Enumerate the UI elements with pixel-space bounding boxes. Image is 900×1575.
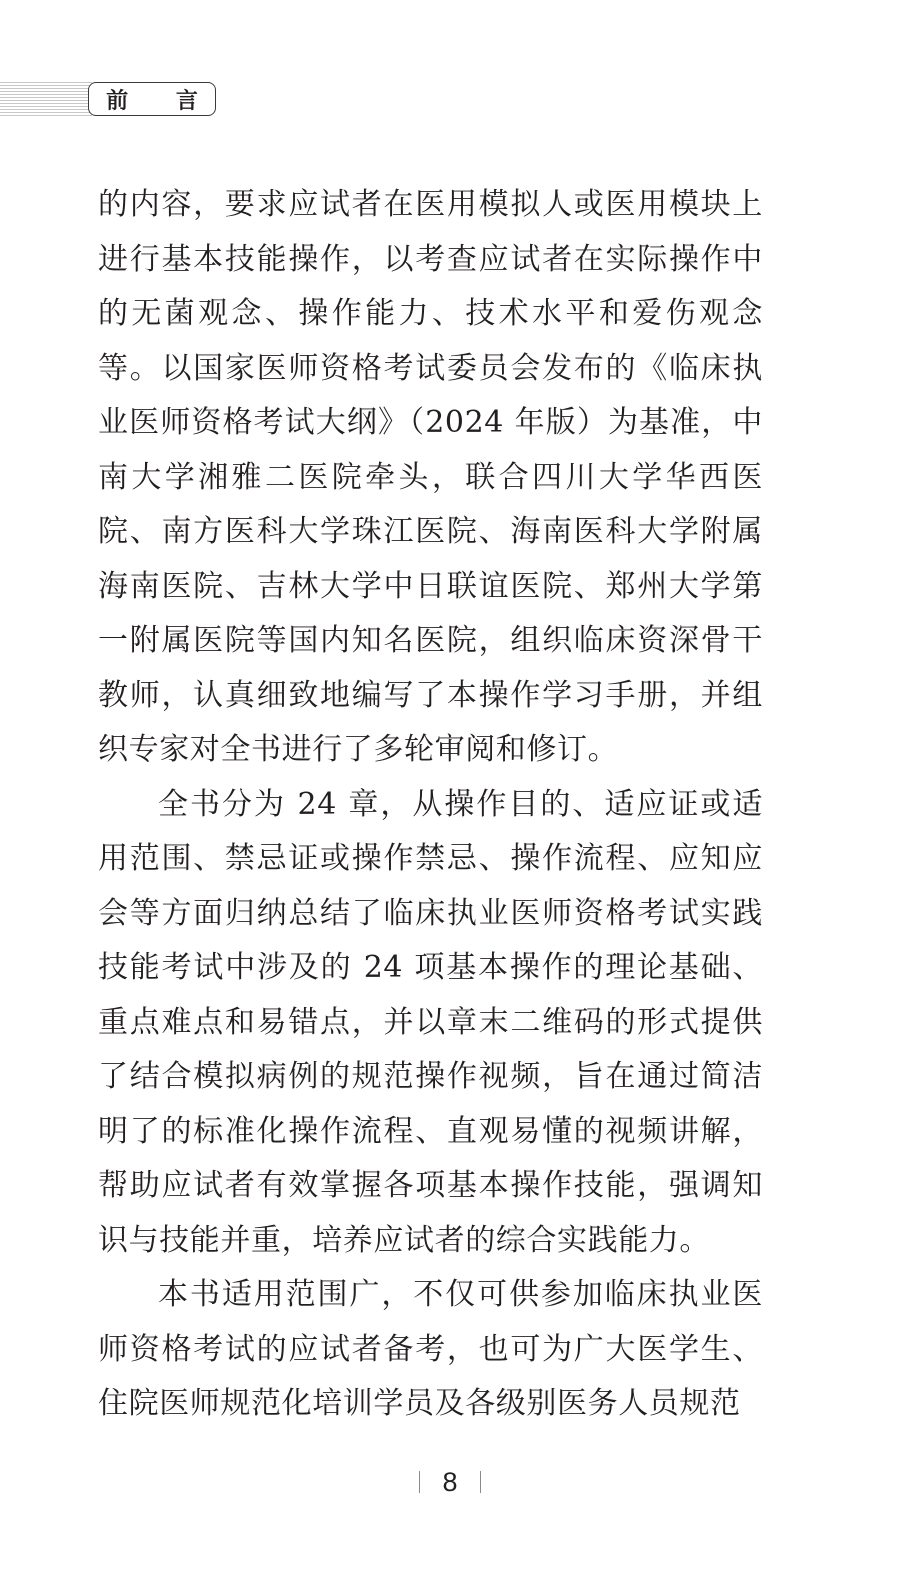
paragraph: 本书适用范围广，不仅可供参加临床执业医师资格考试的应试者备考，也可为广大医学生、住院医师规范化培训学员及各级别医务人员规范 xyxy=(98,1277,763,1421)
section-title: 前 言 xyxy=(106,88,218,114)
header-decorative-lines xyxy=(0,82,92,116)
page-footer xyxy=(0,1462,900,1502)
paragraph-continued: 的内容，要求应试者在医用模拟人或医用模块上进行基本技能操作，以考查应试者在实际操作中的无菌观念、操作能力、技术水平和爱伤观念等。以国家医师资格考试委员会发布的《临床执业医师资格考试大纲》（2024 年版）为基准，中南大学湘雅二医院牵头，联合四川大学华西医院、南方医科大学珠江医院、海南医科大学附属海南医院、吉林大学中日联谊医院、郑州大学第一附属医院等国内知名医院，组织临床资深骨干教师，认真细致地编写了本操作学习手册，并组织专家对全书进行了多轮审阅和修订。 xyxy=(98,187,763,767)
section-tab xyxy=(88,82,216,116)
page-number: 8 xyxy=(442,1466,458,1497)
footer-divider-right xyxy=(480,1471,482,1493)
body-text xyxy=(98,178,763,1432)
footer-divider-left xyxy=(419,1471,421,1493)
paragraph: 全书分为 24 章，从操作目的、适应证或适用范围、禁忌证或操作禁忌、操作流程、应知应会等方面归纳总结了临床执业医师资格考试实践技能考试中涉及的 24 项基本操作的理论基础、重点难点和易错点，并以章末二维码的形式提供了结合模拟病例的规范操作视频，旨在通过简洁明了的标准化操作流程、直观易懂的视频讲解，帮助应试者有效掌握各项基本操作技能，强调知识与技能并重，培养应试者的综合实践能力。 xyxy=(98,786,763,1258)
